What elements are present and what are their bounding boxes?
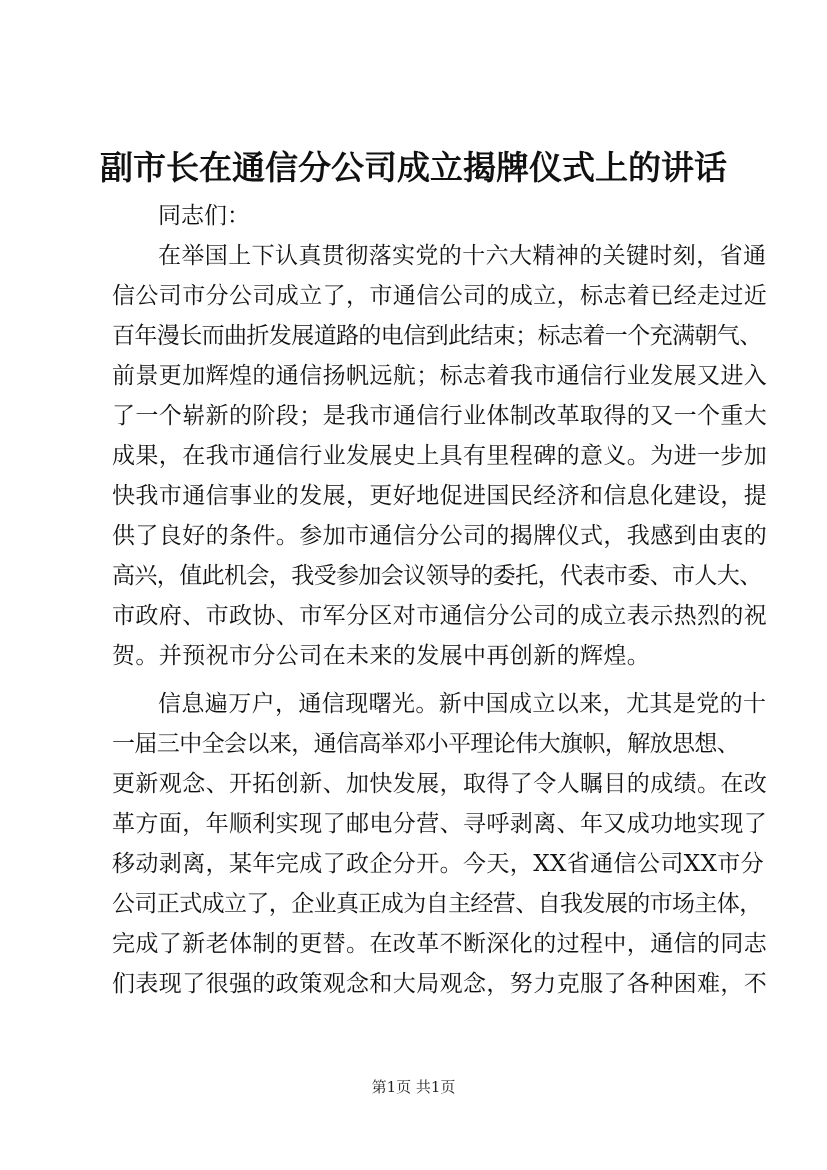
paragraph-2 — [112, 684, 768, 1004]
paragraph-line: 更新观念、开拓创新、加快发展，取得了令人瞩目的成绩。在改 — [112, 771, 768, 797]
paragraph-line: 贺。并预祝市分公司在未来的发展中再创新的辉煌。 — [112, 643, 651, 669]
paragraph-line: 革方面，年顺利实现了邮电分营、寻呼剥离、年又成功地实现了 — [112, 811, 768, 837]
paragraph-line: 了一个崭新的阶段；是我市通信行业体制改革取得的又一个重大 — [112, 403, 768, 429]
paragraph-line: 完成了新老体制的更替。在改革不断深化的过程中，通信的同志 — [112, 931, 768, 957]
paragraph-line: 供了良好的条件。参加市通信分公司的揭牌仪式，我感到由衷的 — [112, 523, 768, 549]
paragraph-line: 成果，在我市通信行业发展史上具有里程碑的意义。为进一步加 — [112, 443, 768, 469]
salutation: 同志们： — [158, 203, 250, 229]
paragraph-line: 移动剥离，某年完成了政企分开。今天，XX省通信公司XX市分 — [112, 851, 765, 877]
paragraph-line: 在举国上下认真贯彻落实党的十六大精神的关键时刻，省通 — [158, 243, 767, 269]
paragraph-1 — [112, 236, 768, 676]
page-number-footer: 第1页 共1页 — [371, 1078, 456, 1096]
paragraph-line: 信息遍万户，通信现曙光。新中国成立以来，尤其是党的十 — [158, 691, 767, 717]
document-body — [112, 196, 768, 1004]
paragraph-line: 们表现了很强的政策观念和大局观念，努力克服了各种困难，不 — [112, 971, 768, 997]
paragraph-line: 公司正式成立了，企业真正成为自主经营、自我发展的市场主体， — [112, 891, 762, 917]
paragraph-spacer — [112, 676, 744, 684]
paragraph-line: 一届三中全会以来，通信高举邓小平理论伟大旗帜，解放思想、 — [112, 731, 740, 757]
paragraph-line: 百年漫长而曲折发展道路的电信到此结束；标志着一个充满朝气、 — [112, 323, 762, 349]
paragraph-line: 高兴，值此机会，我受参加会议领导的委托，代表市委、市人大、 — [112, 563, 762, 589]
document-title: 副市长在通信分公司成立揭牌仪式上的讲话 — [100, 148, 727, 187]
paragraph-line: 前景更加辉煌的通信扬帆远航；标志着我市通信行业发展又进入 — [112, 363, 768, 389]
paragraph-line: 信公司市分公司成立了，市通信公司的成立，标志着已经走过近 — [112, 283, 768, 309]
paragraph-line: 快我市通信事业的发展，更好地促进国民经济和信息化建设，提 — [112, 483, 768, 509]
paragraph-line: 市政府、市政协、市军分区对市通信分公司的成立表示热烈的祝 — [112, 603, 768, 629]
